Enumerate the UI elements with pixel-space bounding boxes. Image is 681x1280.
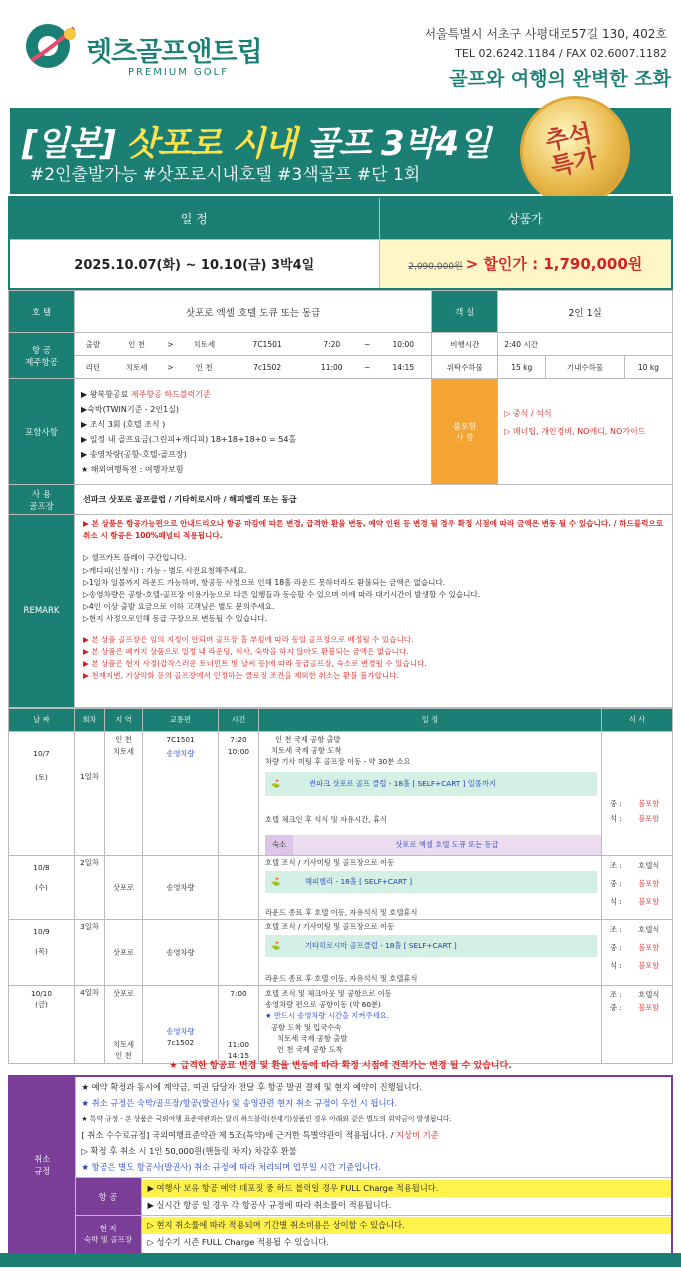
cancel-rule: ★ 취소 규정은 숙박/골프장/항공(발권사) 및 송영관련 현지 취소 규정이 우선 시 됩니다. [81, 1098, 398, 1108]
day2-num: 2일차 [75, 856, 105, 920]
day4-region: 인 천 [115, 1051, 132, 1060]
day4-transfer: 송영차량 [166, 1027, 195, 1036]
incl-item: ▶ 송영차량(공항-호텔-골프장) [81, 449, 187, 459]
footer-bar [0, 1253, 681, 1267]
flight-ret-type: 리턴 [75, 356, 111, 379]
meal-label: 중 : [610, 799, 622, 808]
trip-dates: 2025.10.07(화) ~ 10.10(금) 3박4일 [9, 239, 379, 289]
incl-item: ▶숙박(TWIN기준 - 2인1실) [81, 404, 180, 414]
product-title: [일본] 삿포로 시내 골프 3박4일 [22, 124, 491, 164]
day4-region: 치토세 [112, 1040, 135, 1049]
local-rule: ▷ 현지 취소률에 따라 적용되며 기간별 취소비용은 상이할 수 있습니다. [142, 1217, 672, 1234]
remark-warn: ▶ 본 상품은 현지 사정(갑작스러운 토너먼트 및 날씨 등)에 따라 동급골프장, 숙소로 변경될 수 있습니다. [83, 659, 427, 669]
remark-item: ▷1일차 일몰까지 라운드 가능하며, 항공등 사정으로 인해 18홀 라운드 못하더라도 환불되는 금액은 없습니다. [83, 577, 446, 587]
address: 서울특별시 서초구 사평대로57길 130, 402호 [424, 27, 667, 41]
day1-date: 10/7 [33, 749, 50, 758]
sale-price: > 할인가 : 1,790,000원 [465, 255, 643, 274]
meal-value: 불포함 [638, 943, 660, 952]
golf-flag-icon: ⛳ [271, 941, 281, 950]
local-rule: ▷ 성수기 시즌 FULL Charge 적용될 수 있습니다. [147, 1237, 330, 1248]
meal-label: 석 : [610, 814, 622, 823]
day4-step: 치토세 국제 공항 출발 [277, 1033, 348, 1043]
room-value: 2인 1실 [498, 291, 673, 333]
day1-region: 치토세 [112, 747, 135, 756]
day4-time: 14:15 [227, 1051, 250, 1060]
course-label: 사 용 골프장 [9, 485, 75, 515]
incl-label: 포함사항 [9, 379, 75, 485]
meal-value: 불포함 [638, 1003, 660, 1012]
day2-region: 삿포로 [105, 856, 143, 920]
col-time: 시간 [219, 709, 259, 732]
brand-name: 렛츠골프앤트립 [86, 37, 262, 68]
bag-label: 위탁수하물 [432, 356, 498, 379]
local-label: 현 지 숙박 및 골프장 [75, 1216, 141, 1254]
meal-value: 불포함 [638, 799, 660, 808]
itin-day4 [9, 986, 673, 1064]
flight-out-dep: 7:20 [304, 333, 359, 356]
flight-out-tilde: ~ [359, 333, 375, 356]
day3-golf: ⛳ 기타히로시마 골프클럽 - 18홀 [ SELF+CART ] [265, 935, 597, 957]
meal-value: 호텔식 [638, 925, 660, 934]
day4-num: 4일차 [75, 986, 105, 1064]
meal-label: 석 : [610, 897, 622, 906]
day1-flight: 7C1501 [166, 735, 195, 744]
day1-region: 인 천 [115, 735, 132, 744]
flight-out-no: 7C1501 [230, 333, 304, 356]
remark-label: REMARK [9, 515, 75, 708]
local-rules [141, 1216, 672, 1254]
day1-transfer: 송영차량 [166, 749, 195, 758]
cancel-rule: ★ 항공은 별도 항공사(발권사) 취소 규정에 따라 처리되며 업무일 시간 기준입니다. [81, 1162, 381, 1172]
incl-item: ▶ 왕복항공료 제주항공 하드블럭기준 [81, 389, 211, 399]
meal-value: 불포함 [638, 961, 660, 970]
day4-step: ★ 반드시 송영차량 시간을 지켜주세요. [265, 1011, 389, 1021]
day1-step: 치토세 국제 공항 도착 [271, 746, 342, 755]
day4-step: 호텔 조식 및 체크아웃 및 공항으로 이동 [265, 989, 392, 998]
remark-item: ▷송영차량은 공항-호텔-골프장 이용가능으로 다른 일행들과 동승할 수 있으며 이에 따라 대기시간이 발생할 수 있습니다. [83, 590, 481, 600]
meal-label: 조 : [610, 990, 622, 999]
flight-out-from: 인 천 [111, 333, 163, 356]
remark-warn: ▶ 천재지변, 기상악화 등의 골프장에서 인정하는 클로징 조건을 제외한 취소는 환불 불가합니다. [83, 671, 399, 681]
remark-item: ▷현지 사정으로인해 동급 구장으로 변동될 수 있습니다. [83, 614, 268, 624]
col-date: 날 짜 [9, 709, 75, 732]
flight-out-to: 치토세 [178, 333, 230, 356]
day3-step: 호텔 조식 / 기사미팅 및 골프장으로 이동 [265, 922, 395, 931]
hotel-value: 삿포로 엑셀 호텔 도큐 또는 동급 [75, 291, 432, 333]
col-day: 회차 [75, 709, 105, 732]
flight-ret-dep: 11:00 [304, 356, 359, 379]
flight-ret-arrow: > [162, 356, 178, 379]
day4-step: 송영차량 편으로 공항이동 (약 60분) [265, 1000, 381, 1010]
day3-dow: (목) [35, 947, 48, 956]
air-rules [141, 1178, 672, 1216]
slogan: 골프와 여행의 완벽한 조화 [449, 68, 671, 90]
remark-item: ▷4인 이상 출발 요금으로 이하 고객님은 별도 문의주세요. [83, 602, 275, 612]
day4-step: 인 천 국제 공항 도착 [277, 1045, 343, 1055]
day1-step: 차량 기사 미팅 후 골프장 이동 - 약 30분 소요 [265, 757, 411, 766]
meal-label: 조 : [610, 861, 622, 870]
flight-ret-to: 인 천 [178, 356, 230, 379]
remark-notice: ▶ 본 상품은 항공가능편으로 안내드리오나 항공 마감에 따른 변경, 급격한 환율 변동, 예약 인원 등 변경 될 경우 확정 시점에 따라 금액은 변동 될 수 있습니다. / 하드블럭으로 취소 시 항공은 100%페널티 적용됩니다. [83, 519, 664, 541]
cancel-rule: ★ 예약 확정과 동시에 계약금, 여권 담당자 전달 후 항공 발권 결제 및 현지 예약이 진행됩니다. [81, 1082, 423, 1092]
remark-item: ▷ 셀프카트 플레이 구간입니다. [83, 553, 187, 563]
meal-value: 호텔식 [638, 990, 660, 999]
course-value: 선파크 삿포로 골프클럽 / 기타히로시마 / 해피밸리 또는 동급 [75, 485, 673, 515]
col-schedule: 일 정 [259, 709, 602, 732]
day1-golf: ⛳ 썬파크 삿포로 골프 클럽 - 18홀 [ SELF+CART ] 일몰까지 [265, 772, 597, 796]
remark-warn: ▶ 본 상품 골프장은 임의 지정이 안되며 골프장 홀 부킹에 따라 동일 골프장으로 배정될 수 있습니다. [83, 634, 414, 644]
flight-time-label: 비행시간 [432, 333, 498, 356]
cancel-rule: ▷ 확정 후 취소 시 1인 50,000원(핸들링 차지) 차감후 환불 [81, 1146, 297, 1156]
tel: TEL 02.6242.1184 / FAX 02.6007.1182 [455, 47, 667, 60]
meal-label: 중 : [610, 879, 622, 888]
itin-day2 [9, 856, 673, 920]
excl-label: 불포함 사 항 [432, 379, 498, 485]
price-header: 상품가 [379, 197, 672, 239]
day1-num: 1일차 [75, 732, 105, 856]
excl-item: ▷ 매너팁, 개인경비, NO캐디, NO가이드 [504, 427, 646, 436]
promo-seal-text: 추석 특가 [542, 118, 600, 182]
incl-item: ★ 해외여행특전 : 여행자보험 [81, 464, 184, 474]
golf-flag-icon: ⛳ [271, 779, 281, 788]
incl-item: ▶ 일정 내 골프요금(그린피+캐디피) 18+18+18+0 = 54홀 [81, 434, 297, 444]
cancel-label: 취소 규정 [9, 1076, 75, 1254]
brand-sub: PREMIUM GOLF [128, 67, 229, 78]
excl-list [498, 379, 673, 485]
day1-time: 7:20 [230, 735, 247, 744]
itin-day1 [9, 732, 673, 856]
day4-time: 7:00 [230, 989, 247, 998]
summary-table [8, 196, 673, 290]
day3-num: 3일차 [75, 920, 105, 986]
day2-dow: (수) [35, 883, 48, 892]
flight-time: 2:40 시간 [498, 333, 673, 356]
day1-time: 10:00 [227, 747, 250, 756]
day4-time: 11:00 [227, 1040, 250, 1049]
info-table [8, 290, 673, 708]
flight-ret-arr: 14:15 [375, 356, 431, 379]
day4-dow: (금) [35, 1000, 48, 1009]
schedule-header: 일 정 [9, 197, 379, 239]
day2-step: 라운드 종료 후 호텔 이동, 자유석식 및 호텔휴식 [265, 908, 418, 917]
meal-label: 중 : [610, 943, 622, 952]
product-tags: #2인출발가능 #삿포로시내호텔 #3색골프 #단 1회 [30, 165, 421, 185]
meal-value: 불포함 [638, 897, 660, 906]
logo-icon [22, 20, 82, 78]
air-rule: ▶ 실시간 항공 일 경우 각 항공사 규정에 따라 취소률이 적용됩니다. [147, 1199, 392, 1210]
day1-stay: 숙소 삿포로 엑셀 호텔 도큐 또는 동급 [265, 835, 601, 855]
day3-date: 10/9 [33, 927, 50, 936]
cancel-rule: [ 취소 수수료규정] 국외여행표준약관 제 5조(특약)에 근거한 특별약관이 적용됩니다. / 지상비 기준 [81, 1130, 439, 1140]
cancel-table [8, 1075, 673, 1255]
carry-label: 기내수하물 [546, 356, 625, 379]
meal-label: 조 : [610, 925, 622, 934]
day4-step: 공항 도착 및 입국수속 [271, 1022, 342, 1032]
day1-step: 호텔 체크인 후 석식 및 자유시간, 휴식 [265, 815, 387, 824]
incl-item: ▶ 조식 3회 (호텔 조식 ) [81, 419, 166, 429]
flight-ret-from: 치토세 [111, 356, 163, 379]
itinerary-table [8, 708, 673, 1064]
day2-step: 호텔 조식 / 기사미팅 및 골프장으로 이동 [265, 858, 395, 867]
day4-date: 10/10 [30, 989, 53, 998]
day4-region: 삿포로 [112, 989, 135, 998]
flight-ret-tilde: ~ [359, 356, 375, 379]
col-transport: 교통편 [143, 709, 219, 732]
flight-label: 항 공 제주항공 [9, 333, 75, 379]
day3-transfer: 송영차량 [143, 920, 219, 986]
day1-dow: (토) [35, 773, 48, 782]
air-rule: ▶ 여행사 보유 항공 예약 데포짓 중 하드 블럭일 경우 FULL Charge 적용됩니다. [142, 1180, 672, 1197]
room-label: 객 실 [432, 291, 498, 333]
old-price: 2,090,000원 [408, 262, 463, 273]
remark-item: ▷캐디피(신청시) : 가능 - 별도 사전요청해주세요. [83, 565, 247, 575]
col-meal: 식 사 [602, 709, 673, 732]
hotel-label: 호 텔 [9, 291, 75, 333]
golf-flag-icon: ⛳ [271, 877, 281, 886]
meal-value: 불포함 [638, 814, 660, 823]
meal-value: 불포함 [638, 879, 660, 888]
day1-step: 인 천 국제 공항 출발 [275, 735, 341, 744]
price-notice: ★ 급격한 항공료 변경 및 환율 변동에 따라 확정 시점에 견적가는 변경 될 수 있습니다. [169, 1061, 512, 1071]
incl-list [75, 379, 432, 485]
day3-step: 라운드 종료 후 호텔 이동, 자유석식 및 호텔휴식 [265, 974, 418, 983]
meal-label: 석 : [610, 961, 622, 970]
cancel-rule: ★ 특약 규정 - 본 상품은 국외여행 표준약관과는 달리 하드블럭(전세기)상품인 경우 아래와 같은 별도의 위약금이 발생됩니다. [81, 1115, 452, 1123]
cancel-rules [75, 1076, 672, 1178]
flight-out-arr: 10:00 [375, 333, 431, 356]
meal-label: 중 : [610, 1003, 622, 1012]
excl-item: ▷ 중식 / 석식 [504, 409, 552, 418]
day3-region: 삿포로 [105, 920, 143, 986]
meal-value: 호텔식 [638, 861, 660, 870]
day2-transfer: 송영차량 [143, 856, 219, 920]
day4-flight: 7c1502 [166, 1038, 195, 1047]
bag-value: 15 kg [498, 356, 546, 379]
remark-body [75, 515, 673, 708]
flight-out-arrow: > [162, 333, 178, 356]
itin-day3 [9, 920, 673, 986]
flight-ret-no: 7c1502 [230, 356, 304, 379]
col-region: 지 역 [105, 709, 143, 732]
day2-golf: ⛳ 해피밸리 - 18홀 [ SELF+CART ] [265, 871, 597, 893]
remark-warn: ▶ 본 상품은 패키지 상품으로 일정 내 라운딩, 식사, 숙박을 하지 않아도 환불되는 금액은 없습니다. [83, 646, 409, 656]
day2-date: 10/8 [33, 863, 50, 872]
carry-value: 10 kg [624, 356, 672, 379]
air-label: 항 공 [75, 1178, 141, 1216]
flight-out-type: 출발 [75, 333, 111, 356]
price-cell [379, 239, 672, 289]
